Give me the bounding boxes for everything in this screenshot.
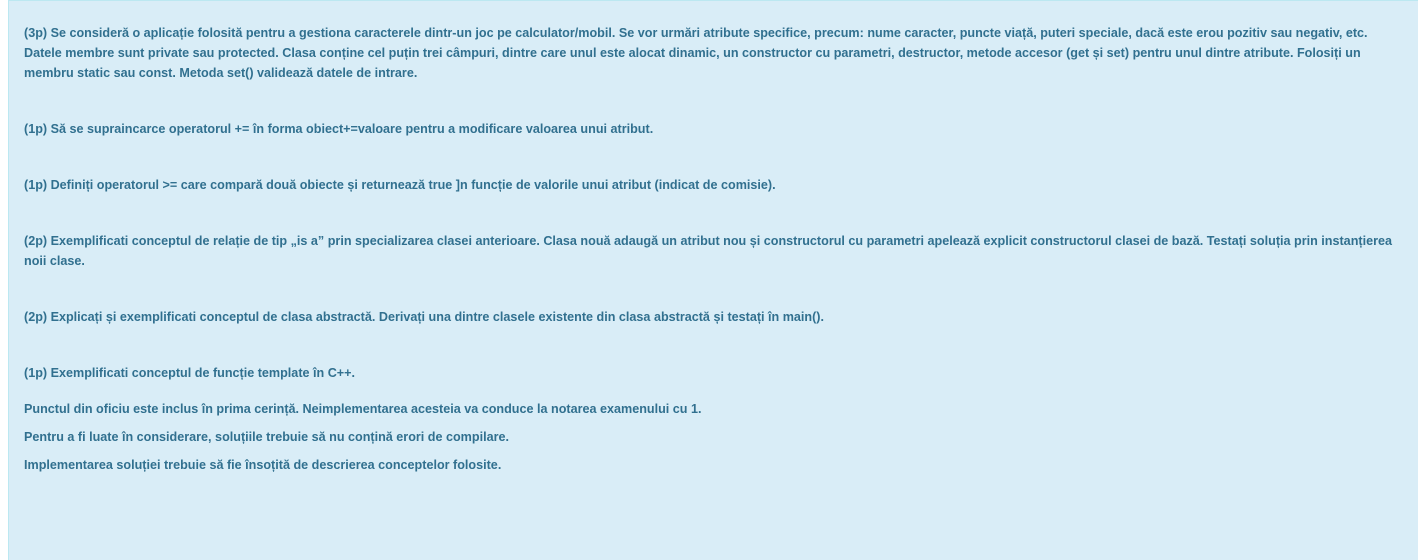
note-oficiu: Punctul din oficiu este inclus în prima cerință. Neimplementarea acesteia va conduce la notarea examenului cu 1.: [24, 402, 702, 416]
requirement-2: (1p) Să se supraincarce operatorul += în forma obiect+=valoare pentru a modificare valoarea unui atribut.: [24, 122, 654, 136]
exam-requirements-panel: [8, 0, 1418, 560]
requirement-6: (1p) Exemplificati conceptul de funcție template în C++.: [24, 366, 356, 380]
requirement-4: (2p) Exemplificati conceptul de relație de tip „is a” prin specializarea clasei anterioare. Clasa nouă adaugă un atribut nou și constructorul cu parametri apelează explicit constructorul clasei de bază. Testați soluția prin instanțierea noii clase.: [24, 234, 1392, 268]
note-descriere: Implementarea soluției trebuie să fie însoțită de descrierea conceptelor folosite.: [24, 458, 502, 472]
requirement-1: (3p) Se consideră o aplicație folosită pentru a gestiona caracterele dintr-un joc pe calculator/mobil. Se vor urmări atribute specifice, precum: nume caracter, puncte viață, puteri speciale, dacă este erou pozitiv sau negativ, etc. Datele membre sunt private sau protected. Clasa conține cel puțin trei câmpuri, dintre care unul este alocat dinamic, un constructor cu parametri, destructor, metode accesor (get și set) pentru unul dintre atribute. Folosiți un membru static sau const. Metoda set() validează datele de intrare.: [24, 26, 1368, 80]
requirement-3: (1p) Definiți operatorul >= care compară două obiecte și returnează true ]n funcție de valorile unui atribut (indicat de comisie).: [24, 178, 776, 192]
note-compilare: Pentru a fi luate în considerare, soluțiile trebuie să nu conțină erori de compilare.: [24, 430, 509, 444]
requirement-5: (2p) Explicați și exemplificati conceptul de clasa abstractă. Derivați una dintre clasele existente din clasa abstractă și testați în main().: [24, 310, 825, 324]
